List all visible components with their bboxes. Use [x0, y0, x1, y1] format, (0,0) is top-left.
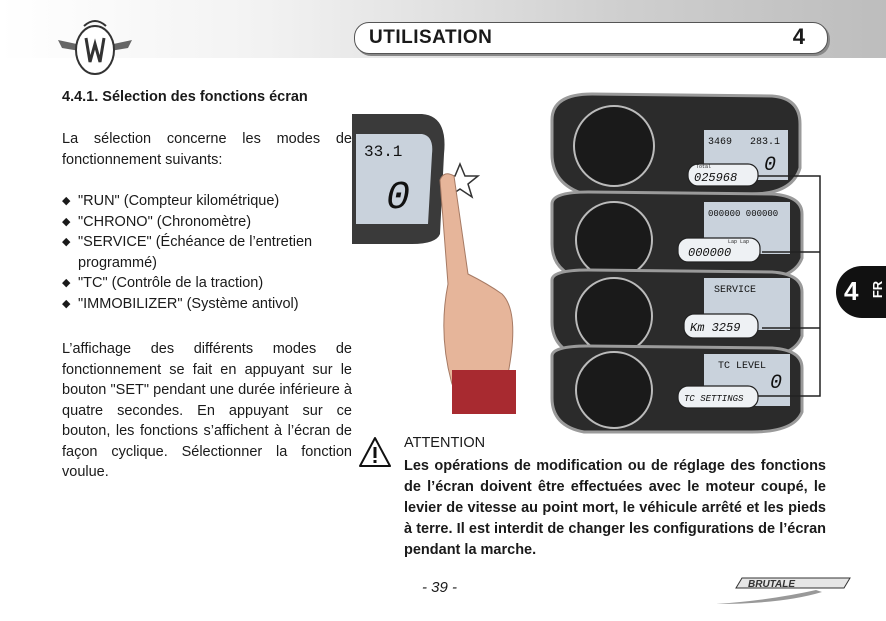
warning-body: Les opérations de modification ou de réglage des fonctions de l’écran doivent être effectuées avec le moteur coupé, le levier de vitesse au point mort, le véhicule arrêté et les pieds à terre. Il est interdit de changer les configurations de l’écran pendant la marche.: [404, 458, 826, 558]
chapter-side-tab: [836, 266, 886, 318]
brutale-logo: [712, 574, 852, 606]
dashboard-2: [552, 192, 802, 280]
list-item: [62, 294, 357, 315]
callout-chrono: [678, 238, 760, 262]
closeup-top-reading: 33.1: [364, 143, 403, 161]
callout-tc: [678, 386, 758, 408]
side-tab-language: FR: [870, 280, 886, 299]
bullet-icon: ◆: [62, 236, 71, 248]
sleeve: [452, 370, 516, 414]
list-item-text: "TC" (Contrôle de la traction): [78, 275, 264, 291]
list-item: [62, 273, 357, 294]
header-title: UTILISATION: [369, 27, 493, 48]
dashboard-figure: [352, 84, 832, 434]
warning-icon: [358, 436, 392, 468]
dash3-top-row: SERVICE: [714, 285, 757, 296]
callout-service: [684, 314, 758, 338]
function-list: [62, 191, 357, 314]
bullet-icon: ◆: [62, 277, 71, 289]
callout-run: [688, 164, 758, 186]
hand-illustration: [440, 174, 516, 414]
intro-paragraph: La sélection concerne les modes de fonctionnement suivants:: [62, 131, 352, 168]
dashboard-4: [552, 346, 802, 432]
dash1-right-reading: 283.1: [750, 137, 781, 148]
dash4-gear: 0: [770, 372, 783, 395]
closeup-display: [352, 114, 445, 244]
bullet-icon: ◆: [62, 297, 71, 310]
list-item-text: "RUN" (Compteur kilométrique): [78, 193, 280, 209]
brand-name: BRUTALE: [748, 579, 796, 590]
dash2-top-row: 000000 000000: [708, 209, 779, 219]
header-title-pill: [354, 22, 828, 54]
closeup-gear: 0: [386, 176, 411, 221]
dash1-gear: 0: [764, 154, 777, 177]
warning-title: ATTENTION: [404, 435, 486, 451]
dash1-left-reading: 3469: [708, 137, 733, 148]
section-title: 4.4.1. Sélection des fonctions écran: [62, 89, 308, 105]
callout-service-value: Km 3259: [690, 321, 741, 335]
body-paragraph: L’affichage des différents modes de fonctionnement se fait en appuyant sur le bouton "SET" pendant une durée inférieure à quatre secondes. En appuyant sur ce bouton, les fonctions s’affichent à l’écran de façon cyclique. Sélectionner la fonction voulue.: [62, 341, 352, 480]
list-item-text: "SERVICE" (Échéance de l’entretien programmé): [78, 234, 313, 271]
list-item-text: "CHRONO" (Chronomètre): [78, 213, 252, 230]
callout-tc-value: TC SETTINGS: [684, 394, 744, 404]
page-number: - 39 -: [422, 579, 458, 596]
bullet-icon: ◆: [62, 215, 71, 228]
side-tab-number: 4: [844, 276, 859, 306]
dashboard-1: [552, 94, 800, 194]
list-item: [62, 212, 357, 233]
callout-run-label: Total: [696, 164, 712, 170]
dash4-top-row: TC LEVEL: [718, 361, 767, 372]
list-item: [62, 232, 357, 273]
callout-run-value: 025968: [694, 171, 738, 185]
callout-chrono-label: Lap Lap: [728, 239, 750, 245]
list-item: [62, 191, 357, 212]
mv-agusta-logo: [56, 12, 134, 82]
bullet-icon: ◆: [62, 195, 71, 207]
callout-chrono-value: 000000: [688, 246, 732, 260]
header-chapter-number: 4: [792, 24, 805, 49]
list-item-text: "IMMOBILIZER" (Système antivol): [78, 295, 299, 312]
